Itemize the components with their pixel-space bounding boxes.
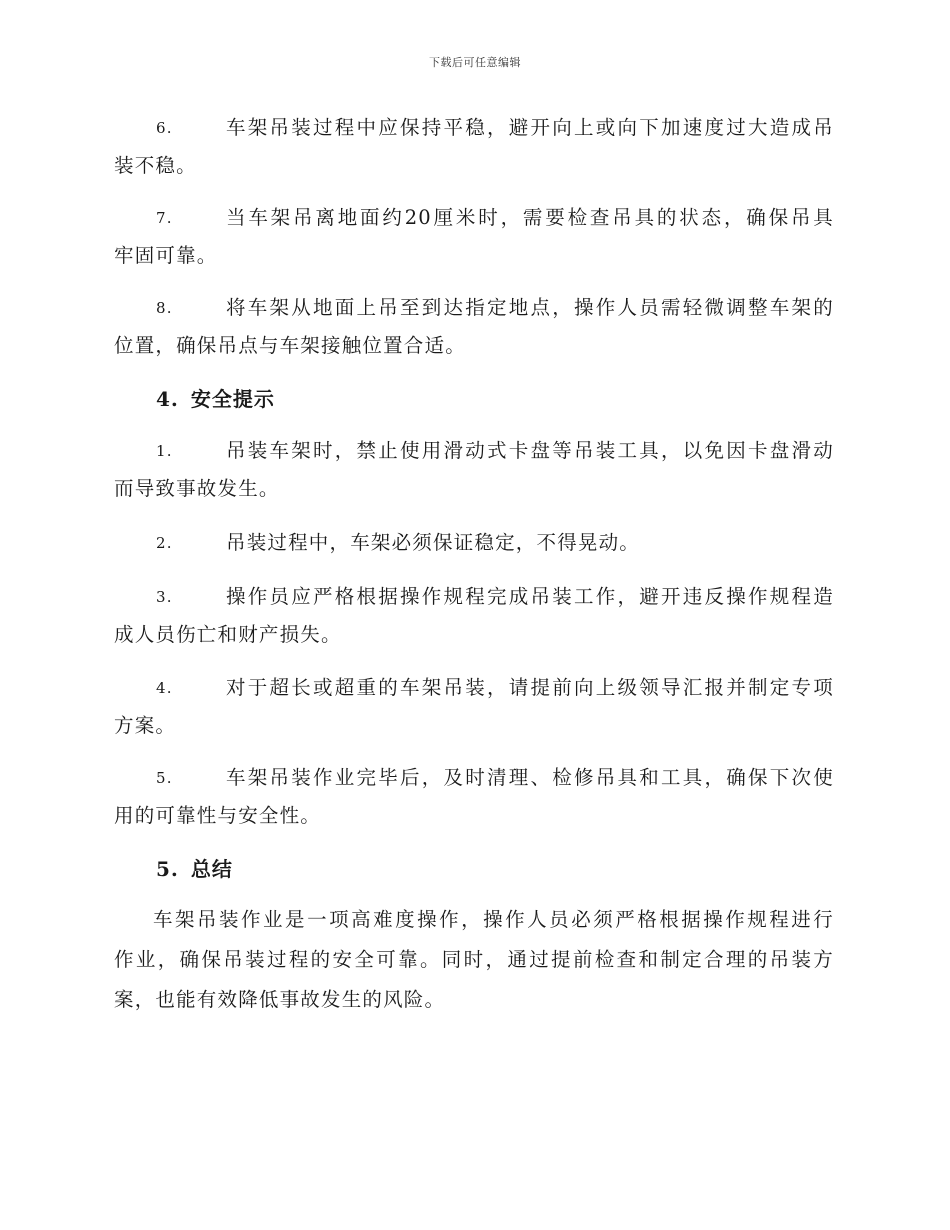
item-text-line: 操作员应严格根据操作规程完成吊装工作，避开违反操作规程造 (226, 585, 834, 608)
list-item (114, 199, 834, 275)
item-text-line: 吊装车架时，禁止使用滑动式卡盘等吊装工具，以免因卡盘滑动 (226, 439, 834, 462)
item-text-line: 位置，确保吊点与车架接触位置合适。 (114, 334, 466, 357)
item-number: 3. (156, 588, 173, 606)
item-number: 7. (156, 209, 173, 227)
item-text-line: 吊装过程中，车架必须保证稳定，不得晃动。 (226, 531, 641, 554)
item-number: 5. (156, 769, 173, 787)
item-text-line: 成人员伤亡和财产损失。 (114, 623, 342, 646)
section-title: 总结 (190, 857, 233, 881)
item-text-line: 装不稳。 (114, 154, 197, 177)
paragraph-line: 车架吊装作业是一项高难度操作，操作人员必须严格根据操作规程进行 (153, 908, 834, 931)
item-text-line: 而导致事故发生。 (114, 477, 280, 500)
item-text-line: 车架吊装作业完毕后，及时清理、检修吊具和工具，确保下次使 (226, 766, 834, 789)
page-header: 下载后可任意编辑 (429, 56, 521, 69)
item-text-line: 牢固可靠。 (114, 244, 218, 267)
item-text-line: 当车架吊离地面约20厘米时，需要检查吊具的状态，确保吊具 (226, 206, 834, 229)
list-item (114, 759, 834, 835)
item-number: 1. (156, 442, 173, 460)
list-item (114, 109, 834, 185)
list-item (114, 524, 834, 562)
list-item (114, 289, 834, 365)
paragraph-line: 作业，确保吊装过程的安全可靠。同时，通过提前检查和制定合理的吊装方 (114, 948, 834, 971)
item-text-line: 对于超长或超重的车架吊装，请提前向上级领导汇报并制定专项 (226, 676, 834, 699)
item-number: 8. (156, 299, 173, 317)
list-item (114, 669, 834, 745)
paragraph-line: 案，也能有效降低事故发生的风险。 (114, 988, 446, 1011)
item-text-line: 将车架从地面上吊至到达指定地点，操作人员需轻微调整车架的 (226, 296, 834, 319)
list-item (114, 432, 834, 508)
section-title: 安全提示 (190, 387, 275, 411)
item-text-line: 用的可靠性与安全性。 (114, 804, 322, 827)
item-number: 6. (156, 119, 173, 137)
item-text-line: 车架吊装过程中应保持平稳，避开向上或向下加速度过大造成吊 (226, 116, 834, 139)
section-number: 5. (156, 857, 179, 881)
item-number: 2. (156, 534, 173, 552)
summary-paragraph (114, 900, 834, 1020)
item-number: 4. (156, 679, 173, 697)
item-text-line: 方案。 (114, 714, 177, 737)
section-number: 4. (156, 387, 179, 411)
section-heading (156, 384, 275, 414)
section-heading (156, 854, 233, 884)
list-item (114, 578, 834, 654)
